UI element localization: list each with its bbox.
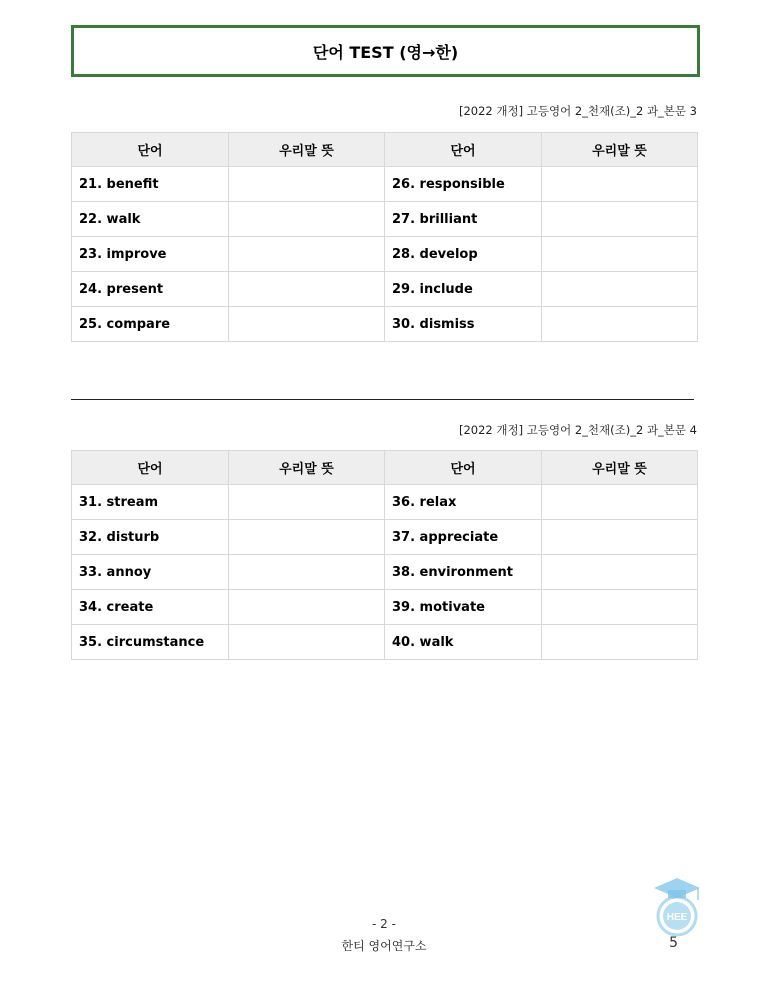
meaning-answer-cell[interactable]	[542, 272, 698, 307]
column-header-word: 단어	[385, 451, 542, 485]
table-row	[72, 237, 698, 272]
word-cell: 39. motivate	[385, 590, 542, 625]
section-reference: [2022 개정] 고등영어 2_천재(조)_2 과_본문 3	[459, 104, 697, 118]
meaning-answer-cell[interactable]	[229, 202, 385, 237]
page-indicator: - 2 -	[372, 917, 396, 931]
graduation-cap-logo-icon	[648, 876, 706, 938]
word-cell: 26. responsible	[385, 167, 542, 202]
meaning-answer-cell[interactable]	[229, 555, 385, 590]
column-header-meaning: 우리말 뜻	[229, 451, 385, 485]
meaning-answer-cell[interactable]	[542, 167, 698, 202]
meaning-answer-cell[interactable]	[229, 272, 385, 307]
table-row	[72, 485, 698, 520]
word-cell: 30. dismiss	[385, 307, 542, 342]
page-title-box	[71, 25, 700, 77]
column-header-word: 단어	[72, 133, 229, 167]
column-header-word: 단어	[72, 451, 229, 485]
word-cell: 33. annoy	[72, 555, 229, 590]
table-row	[72, 202, 698, 237]
meaning-answer-cell[interactable]	[542, 555, 698, 590]
column-header-meaning: 우리말 뜻	[542, 133, 698, 167]
word-cell: 36. relax	[385, 485, 542, 520]
meaning-answer-cell[interactable]	[542, 307, 698, 342]
corner-page-number: 5	[669, 935, 678, 951]
table-row	[72, 167, 698, 202]
word-cell: 22. walk	[72, 202, 229, 237]
table-row	[72, 520, 698, 555]
word-cell: 29. include	[385, 272, 542, 307]
column-header-meaning: 우리말 뜻	[229, 133, 385, 167]
page-title: 단어 TEST (영→한)	[312, 42, 459, 62]
meaning-answer-cell[interactable]	[542, 237, 698, 272]
meaning-answer-cell[interactable]	[542, 590, 698, 625]
meaning-answer-cell[interactable]	[229, 307, 385, 342]
section-divider	[71, 399, 694, 400]
table-row	[72, 555, 698, 590]
meaning-answer-cell[interactable]	[229, 590, 385, 625]
publisher-name: 한티 영어연구소	[341, 939, 427, 953]
word-cell: 23. improve	[72, 237, 229, 272]
meaning-answer-cell[interactable]	[229, 625, 385, 660]
word-cell: 37. appreciate	[385, 520, 542, 555]
vocab-table	[71, 132, 698, 342]
meaning-answer-cell[interactable]	[229, 485, 385, 520]
word-cell: 35. circumstance	[72, 625, 229, 660]
word-cell: 40. walk	[385, 625, 542, 660]
word-cell: 34. create	[72, 590, 229, 625]
word-cell: 27. brilliant	[385, 202, 542, 237]
word-cell: 32. disturb	[72, 520, 229, 555]
section-reference: [2022 개정] 고등영어 2_천재(조)_2 과_본문 4	[459, 423, 697, 437]
word-cell: 28. develop	[385, 237, 542, 272]
vocab-table	[71, 450, 698, 660]
word-cell: 25. compare	[72, 307, 229, 342]
hee-logo	[648, 876, 706, 938]
meaning-answer-cell[interactable]	[229, 520, 385, 555]
logo-text: HEE	[666, 912, 688, 923]
table-row	[72, 590, 698, 625]
word-cell: 31. stream	[72, 485, 229, 520]
table-header-row	[72, 451, 698, 485]
meaning-answer-cell[interactable]	[542, 625, 698, 660]
word-cell: 24. present	[72, 272, 229, 307]
meaning-answer-cell[interactable]	[542, 520, 698, 555]
table-row	[72, 625, 698, 660]
word-cell: 21. benefit	[72, 167, 229, 202]
meaning-answer-cell[interactable]	[542, 202, 698, 237]
meaning-answer-cell[interactable]	[229, 237, 385, 272]
column-header-meaning: 우리말 뜻	[542, 451, 698, 485]
table-row	[72, 307, 698, 342]
table-row	[72, 272, 698, 307]
word-cell: 38. environment	[385, 555, 542, 590]
meaning-answer-cell[interactable]	[542, 485, 698, 520]
column-header-word: 단어	[385, 133, 542, 167]
meaning-answer-cell[interactable]	[229, 167, 385, 202]
table-header-row	[72, 133, 698, 167]
